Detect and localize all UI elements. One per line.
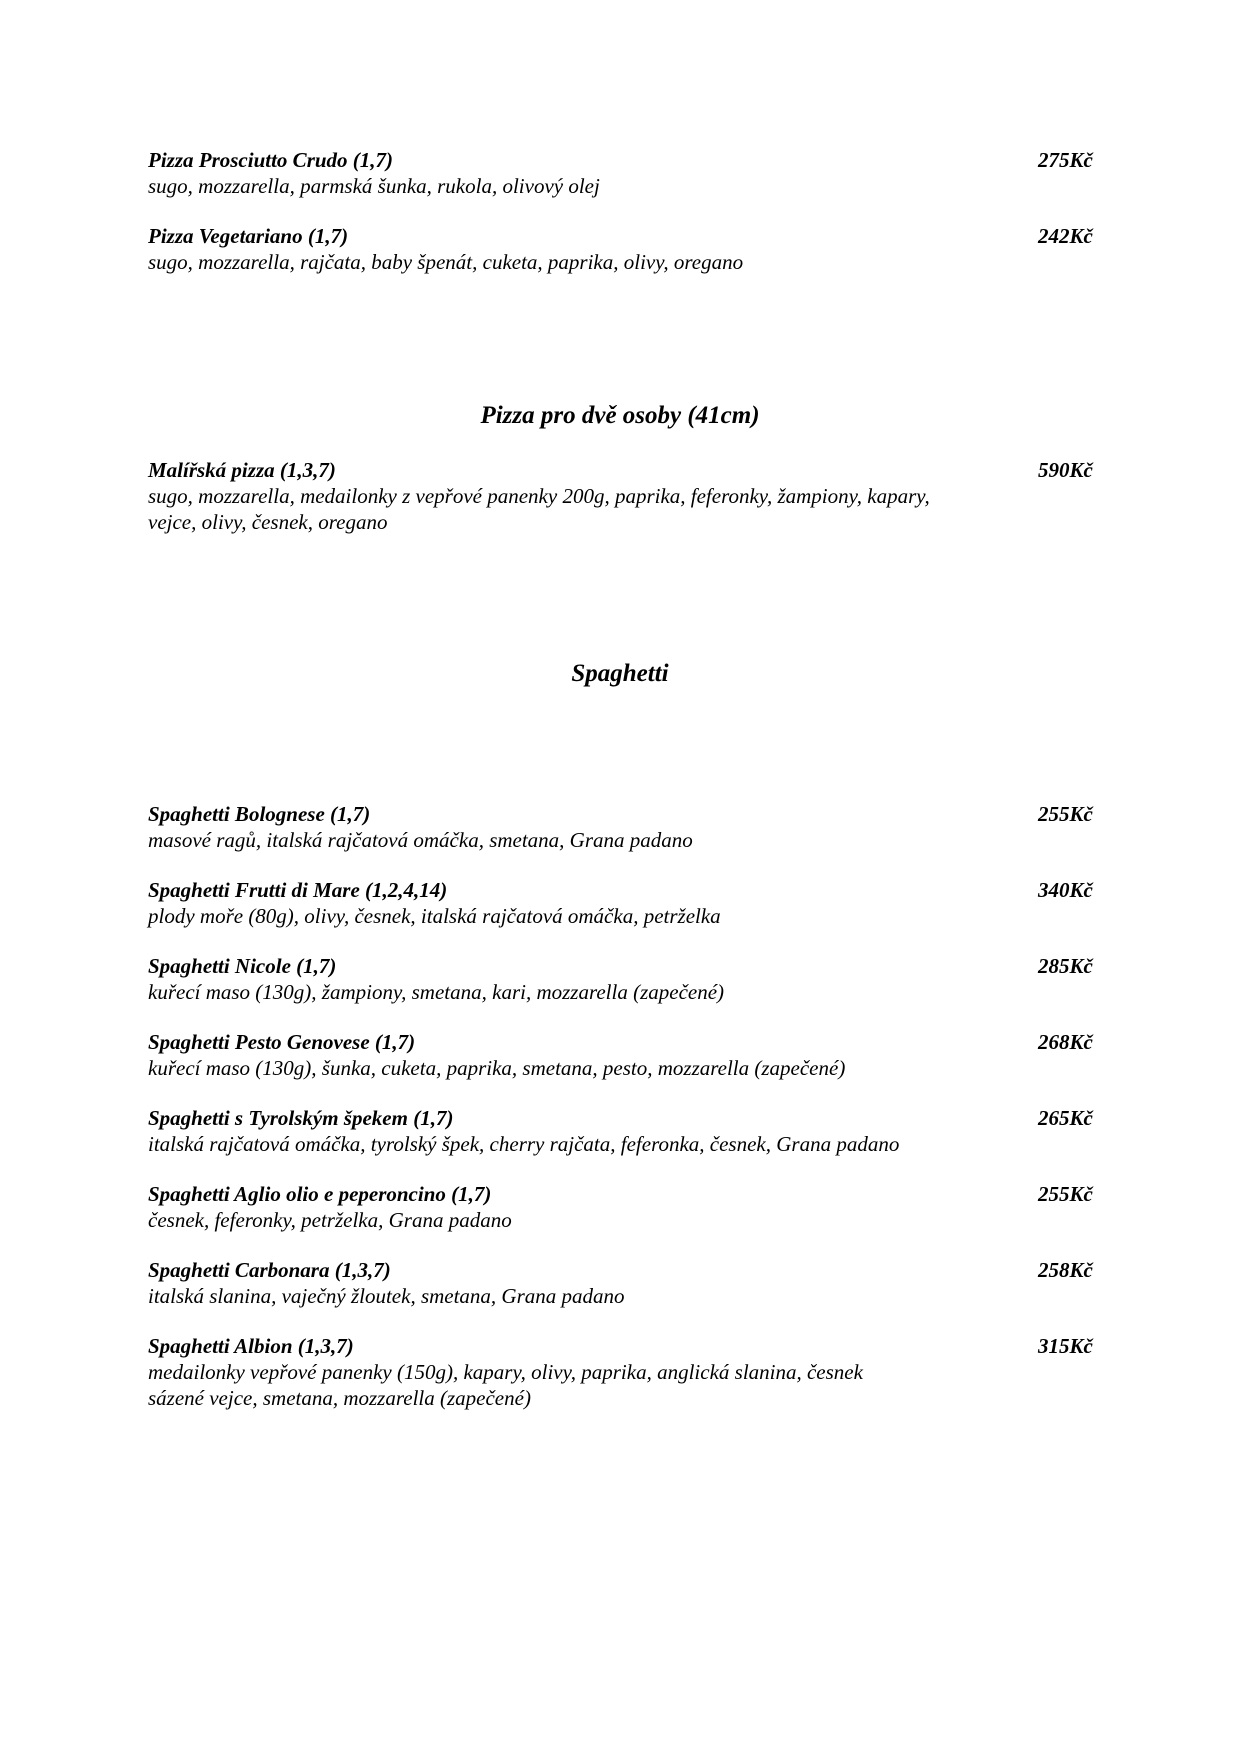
section-title-spaghetti: Spaghetti	[571, 660, 669, 687]
menu-item-spaghetti-bolognese	[148, 801, 1098, 853]
item-description: italská slanina, vaječný žloutek, smetana, Grana padano	[148, 1284, 625, 1308]
item-price: 285Kč	[1038, 954, 1093, 978]
item-header	[148, 1333, 1098, 1359]
item-description: italská rajčatová omáčka, tyrolský špek, cherry rajčata, feferonka, česnek, Grana padano	[148, 1132, 900, 1156]
menu-item-spaghetti-pesto-genovese	[148, 1029, 1098, 1081]
item-price: 265Kč	[1038, 1106, 1093, 1130]
item-description: kuřecí maso (130g), šunka, cuketa, paprika, smetana, pesto, mozzarella (zapečené)	[148, 1056, 846, 1080]
item-header	[148, 1105, 1098, 1131]
item-price: 340Kč	[1038, 878, 1093, 902]
menu-item-malirska-pizza	[148, 457, 1098, 535]
menu-item-spaghetti-aglio-olio	[148, 1181, 1098, 1233]
item-description: plody moře (80g), olivy, česnek, italská rajčatová omáčka, petrželka	[148, 904, 721, 928]
item-name: Spaghetti Bolognese (1,7)	[148, 802, 371, 826]
menu-item-spaghetti-nicole	[148, 953, 1098, 1005]
item-name: Spaghetti Albion (1,3,7)	[148, 1334, 354, 1358]
item-price: 258Kč	[1038, 1258, 1093, 1282]
menu-item-spaghetti-carbonara	[148, 1257, 1098, 1309]
item-description: česnek, feferonky, petrželka, Grana padano	[148, 1208, 512, 1232]
item-price: 315Kč	[1038, 1334, 1093, 1358]
item-name: Spaghetti Frutti di Mare (1,2,4,14)	[148, 878, 448, 902]
item-description: kuřecí maso (130g), žampiony, smetana, kari, mozzarella (zapečené)	[148, 980, 725, 1004]
item-description: sugo, mozzarella, medailonky z vepřové panenky 200g, paprika, feferonky, žampiony, kapary, vejce, olivy, česnek, oregano	[148, 484, 930, 534]
item-price: 242Kč	[1038, 224, 1093, 248]
item-header	[148, 457, 1098, 483]
item-name: Pizza Prosciutto Crudo (1,7)	[148, 148, 394, 172]
item-header	[148, 223, 1098, 249]
item-header	[148, 877, 1098, 903]
item-header	[148, 801, 1098, 827]
item-header	[148, 1257, 1098, 1283]
item-price: 255Kč	[1038, 802, 1093, 826]
item-header	[148, 1181, 1098, 1207]
item-header	[148, 1029, 1098, 1055]
item-name: Pizza Vegetariano (1,7)	[148, 224, 349, 248]
item-description: masové ragů, italská rajčatová omáčka, smetana, Grana padano	[148, 828, 693, 852]
item-header	[148, 953, 1098, 979]
menu-item-prosciutto-crudo	[148, 147, 1098, 199]
item-name: Spaghetti Aglio olio e peperoncino (1,7)	[148, 1182, 492, 1206]
section-title-pizza-for-two: Pizza pro dvě osoby (41cm)	[480, 402, 760, 429]
item-price: 255Kč	[1038, 1182, 1093, 1206]
item-name: Malířská pizza (1,3,7)	[148, 458, 336, 482]
item-name: Spaghetti s Tyrolským špekem (1,7)	[148, 1106, 454, 1130]
item-price: 268Kč	[1038, 1030, 1093, 1054]
item-description: medailonky vepřové panenky (150g), kapary, olivy, paprika, anglická slanina, česnek sázené vejce, smetana, mozzarella (zapečené)	[148, 1360, 863, 1410]
item-description: sugo, mozzarella, parmská šunka, rukola, olivový olej	[148, 174, 600, 198]
menu-item-spaghetti-frutti-di-mare	[148, 877, 1098, 929]
menu-item-spaghetti-tyrolsky-spek	[148, 1105, 1098, 1157]
item-name: Spaghetti Nicole (1,7)	[148, 954, 337, 978]
item-header	[148, 147, 1098, 173]
item-description: sugo, mozzarella, rajčata, baby špenát, cuketa, paprika, olivy, oregano	[148, 250, 744, 274]
menu-item-spaghetti-albion	[148, 1333, 1098, 1411]
menu-item-vegetariano	[148, 223, 1098, 275]
item-name: Spaghetti Pesto Genovese (1,7)	[148, 1030, 416, 1054]
item-price: 590Kč	[1038, 458, 1093, 482]
item-name: Spaghetti Carbonara (1,3,7)	[148, 1258, 391, 1282]
item-price: 275Kč	[1038, 148, 1093, 172]
